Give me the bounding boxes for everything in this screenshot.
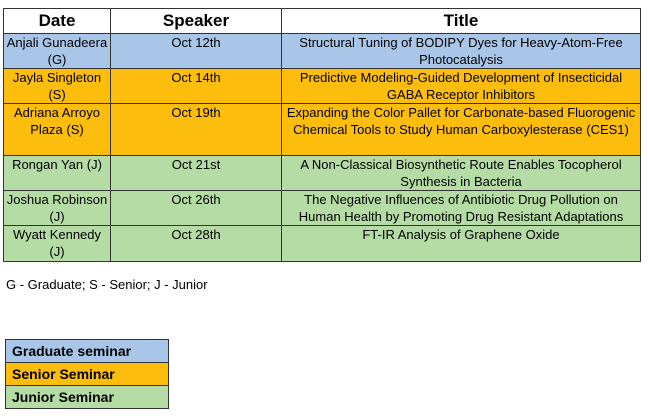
legend-row (6, 386, 169, 409)
legend-label-graduate: Graduate seminar (6, 340, 169, 363)
header-date: Date (4, 9, 111, 34)
legend-label-senior: Senior Seminar (6, 363, 169, 386)
header-title: Title (282, 9, 641, 34)
date-cell: Oct 26th (111, 191, 282, 226)
table-row (4, 156, 641, 191)
speaker-cell: Joshua Robinson (J) (4, 191, 111, 226)
legend-label-junior: Junior Seminar (6, 386, 169, 409)
date-cell: Oct 21st (111, 156, 282, 191)
title-cell: Structural Tuning of BODIPY Dyes for Heavy-Atom-Free Photocatalysis (282, 34, 641, 69)
title-cell: The Negative Influences of Antibiotic Drug Pollution on Human Health by Promoting Drug Resistant Adaptations (282, 191, 641, 226)
date-cell: Oct 28th (111, 226, 282, 262)
header-speaker: Speaker (111, 9, 282, 34)
abbreviation-note: G - Graduate; S - Senior; J - Junior (6, 277, 208, 292)
seminar-schedule-table (3, 8, 641, 262)
title-cell: FT-IR Analysis of Graphene Oxide (282, 226, 641, 262)
table-row (4, 104, 641, 156)
speaker-cell: Rongan Yan (J) (4, 156, 111, 191)
speaker-cell: Jayla Singleton (S) (4, 69, 111, 104)
table-header-row (4, 9, 641, 34)
title-cell: A Non-Classical Biosynthetic Route Enables Tocopherol Synthesis in Bacteria (282, 156, 641, 191)
date-cell: Oct 12th (111, 34, 282, 69)
speaker-cell: Adriana Arroyo Plaza (S) (4, 104, 111, 156)
legend-row (6, 363, 169, 386)
date-cell: Oct 14th (111, 69, 282, 104)
table-row (4, 34, 641, 69)
speaker-cell: Anjali Gunadeera (G) (4, 34, 111, 69)
title-cell: Expanding the Color Pallet for Carbonate-based Fluorogenic Chemical Tools to Study Human Carboxylesterase (CES1) (282, 104, 641, 156)
legend-row (6, 340, 169, 363)
date-cell: Oct 19th (111, 104, 282, 156)
title-cell: Predictive Modeling-Guided Development of Insecticidal GABA Receptor Inhibitors (282, 69, 641, 104)
table-row (4, 226, 641, 262)
table-row (4, 69, 641, 104)
seminar-legend (5, 339, 169, 409)
table-row (4, 191, 641, 226)
speaker-cell: Wyatt Kennedy (J) (4, 226, 111, 262)
